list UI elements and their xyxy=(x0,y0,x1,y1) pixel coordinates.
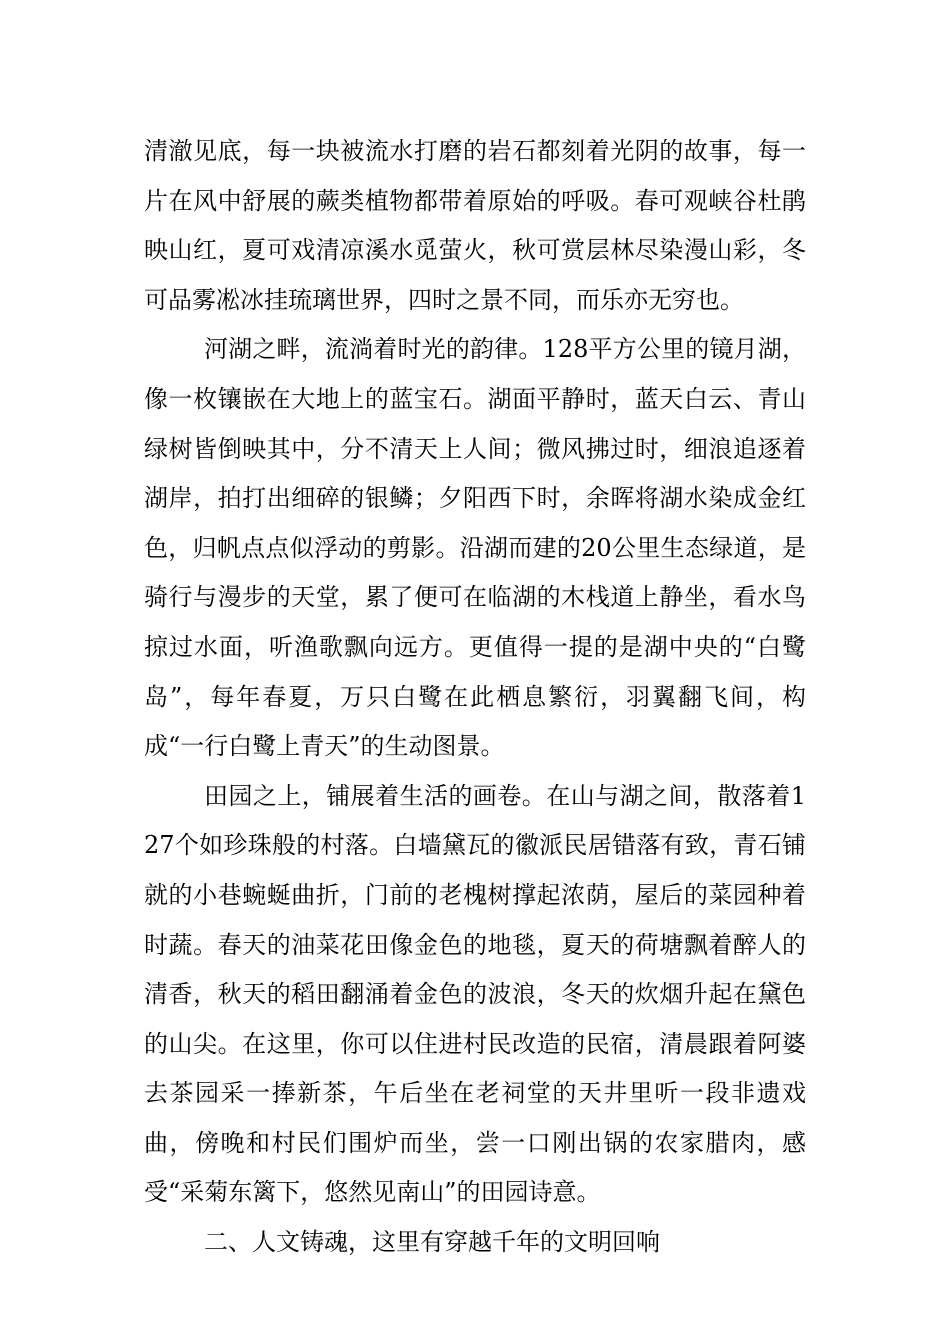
section-heading: 二、人文铸魂，这里有穿越千年的文明回响 xyxy=(204,1228,660,1257)
paragraph-1: 清澈见底，每一块被流水打磨的岩石都刻着光阴的故事，每一片在风中舒展的蕨类植物都带着原始的呼吸。春可观峡谷杜鹃映山红，夏可戏清凉溪水觅萤火，秋可赏层林尽染漫山彩，冬可品雾凇冰挂琉璃世界，四时之景不同，而乐亦无穷也。 xyxy=(144,137,806,314)
paragraph-2: 河湖之畔，流淌着时光的韵律。128平方公里的镜月湖，像一枚镶嵌在大地上的蓝宝石。湖面平静时，蓝天白云、青山绿树皆倒映其中，分不清天上人间；微风拂过时，细浪追逐着湖岸，拍打出细碎的银鳞；夕阳西下时，余晖将湖水染成金红色，归帆点点似浮动的剪影。沿湖而建的20公里生态绿道，是骑行与漫步的天堂，累了便可在临湖的木栈道上静坐，看水鸟掠过水面，听渔歌飘向远方。更值得一提的是湖中央的“白鹭岛”，每年春夏，万只白鹭在此栖息繁衍，羽翼翻飞间，构成“一行白鹭上青天”的生动图景。 xyxy=(144,335,806,761)
document-body xyxy=(144,127,806,1268)
paragraph-3: 田园之上，铺展着生活的画卷。在山与湖之间，散落着127个如珍珠般的村落。白墙黛瓦的徽派民居错落有致，青石铺就的小巷蜿蜒曲折，门前的老槐树撑起浓荫，屋后的菜园种着时蔬。春天的油菜花田像金色的地毯，夏天的荷塘飘着醉人的清香，秋天的稻田翻涌着金色的波浪，冬天的炊烟升起在黛色的山尖。在这里，你可以住进村民改造的民宿，清晨跟着阿婆去茶园采一捧新茶，午后坐在老祠堂的天井里听一段非遗戏曲，傍晚和村民们围炉而坐，尝一口刚出锅的农家腊肉，感受“采菊东篱下，悠然见南山”的田园诗意。 xyxy=(144,781,806,1207)
